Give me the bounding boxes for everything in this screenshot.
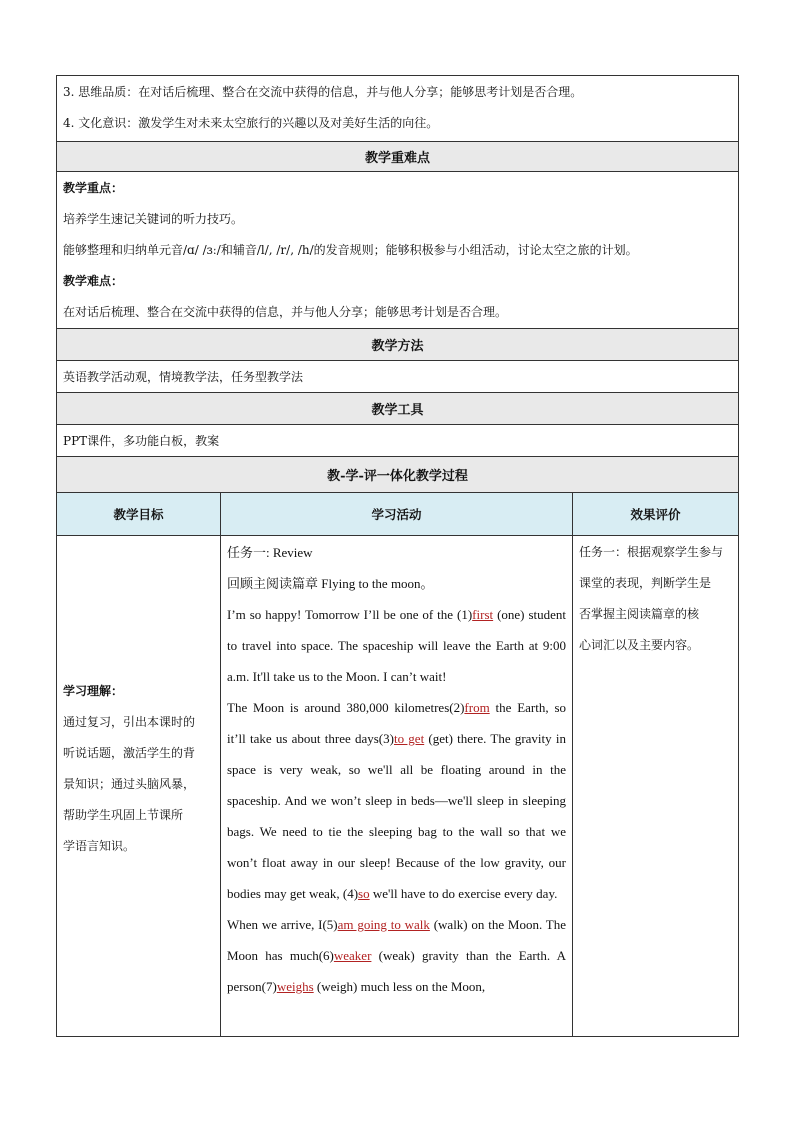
methods-row bbox=[57, 361, 739, 393]
answer-blank-4: so bbox=[358, 886, 370, 901]
passage-paragraph-2: The Moon is around 380,000 kilometres(2)from the Earth, so it’ll take us about three days(3)to get (get) there. The gravity in space is very weak, so we'll all be floating around in the spaceship. And we won’t sleep in beds—we'll sleep in sleeping bags. We need to tie the sleeping bag to the wall so that we won’t float away in our sleep! Because of the low gravity, our bodies may get weak, (4)so we'll have to do exercise every day. bbox=[227, 700, 567, 901]
key-points-header: 教学重难点 bbox=[57, 142, 739, 172]
task-title: 任务一: Review bbox=[227, 545, 313, 560]
passage-paragraph-3: When we arrive, I(5)am going to walk (walk) on the Moon. The Moon has much(6)weaker (weak) gravity than the Earth. A person(7)weighs (weigh) much less on the Moon, bbox=[227, 917, 566, 994]
answer-blank-1: first bbox=[472, 607, 494, 622]
tools-header-row bbox=[57, 393, 739, 425]
goal-line: 听说话题，激活学生的背 bbox=[63, 746, 196, 760]
objectives-row bbox=[57, 76, 739, 142]
eval-line: 否掌握主阅读篇章的核 bbox=[579, 607, 700, 621]
goal-line: 景知识；通过头脑风暴， bbox=[63, 777, 196, 791]
eval-line: 课堂的表现，判断学生是 bbox=[579, 576, 712, 590]
key-point-1: 培养学生速记关键词的听力技巧。 bbox=[63, 212, 244, 226]
tools-header: 教学工具 bbox=[57, 393, 739, 425]
goal-line: 通过复习，引出本课时的 bbox=[63, 715, 196, 729]
goal-cell bbox=[57, 536, 221, 1037]
eval-line: 任务一：根据观察学生参与 bbox=[579, 545, 724, 559]
lesson-plan-table bbox=[56, 75, 739, 1037]
goal-line: 帮助学生巩固上节课所 bbox=[63, 808, 184, 822]
process-header: 教-学-评一体化教学过程 bbox=[57, 457, 739, 493]
answer-blank-2: from bbox=[464, 700, 490, 715]
eval-cell bbox=[573, 536, 739, 1037]
key-points-row bbox=[57, 172, 739, 329]
difficult-label: 教学难点： bbox=[63, 274, 124, 288]
difficult-point-1: 在对话后梳理、整合在交流中获得的信息，并与他人分享；能够思考计划是否合理。 bbox=[63, 305, 508, 319]
goal-title: 学习理解： bbox=[63, 684, 124, 698]
passage-paragraph-1: I’m so happy! Tomorrow I’ll be one of the (1)first (one) student to travel into space. The spaceship will leave the Earth at 9:00 a.m. It'll take us to the Moon. I can’t wait! bbox=[227, 607, 566, 684]
tools-row bbox=[57, 425, 739, 457]
col-activity-header: 学习活动 bbox=[221, 493, 573, 536]
tools-content: PPT课件，多功能白板，教案 bbox=[57, 425, 739, 457]
col-eval-header: 效果评价 bbox=[573, 493, 739, 536]
activity-cell bbox=[221, 536, 573, 1037]
goal-line: 学语言知识。 bbox=[63, 839, 136, 853]
process-row-1 bbox=[57, 536, 739, 1037]
key-points-header-row bbox=[57, 142, 739, 172]
answer-blank-5: am going to walk bbox=[337, 917, 430, 932]
process-header-row bbox=[57, 457, 739, 493]
col-goal-header: 教学目标 bbox=[57, 493, 221, 536]
answer-blank-3: to get bbox=[393, 731, 425, 746]
methods-header-row bbox=[57, 329, 739, 361]
methods-content: 英语教学活动观，情境教学法，任务型教学法 bbox=[57, 361, 739, 393]
key-label: 教学重点： bbox=[63, 181, 124, 195]
key-point-2: 能够整理和归纳单元音/ɑ/ /ɜː/和辅音/l/, /r/, /h/的发音规则；能够积极参与小组活动，讨论太空之旅的计划。 bbox=[63, 243, 638, 257]
eval-line: 心词汇以及主要内容。 bbox=[579, 638, 700, 652]
objective-4: 4. 文化意识：激发学生对未来太空旅行的兴趣以及对美好生活的向往。 bbox=[63, 116, 439, 130]
answer-blank-6: weaker bbox=[333, 948, 372, 963]
answer-blank-7: weighs bbox=[276, 979, 314, 994]
task-intro: 回顾主阅读篇章 Flying to the moon。 bbox=[227, 576, 434, 591]
process-column-headers bbox=[57, 493, 739, 536]
objective-3: 3. 思维品质：在对话后梳理、整合在交流中获得的信息，并与他人分享；能够思考计划是否合理。 bbox=[63, 85, 583, 99]
methods-header: 教学方法 bbox=[57, 329, 739, 361]
